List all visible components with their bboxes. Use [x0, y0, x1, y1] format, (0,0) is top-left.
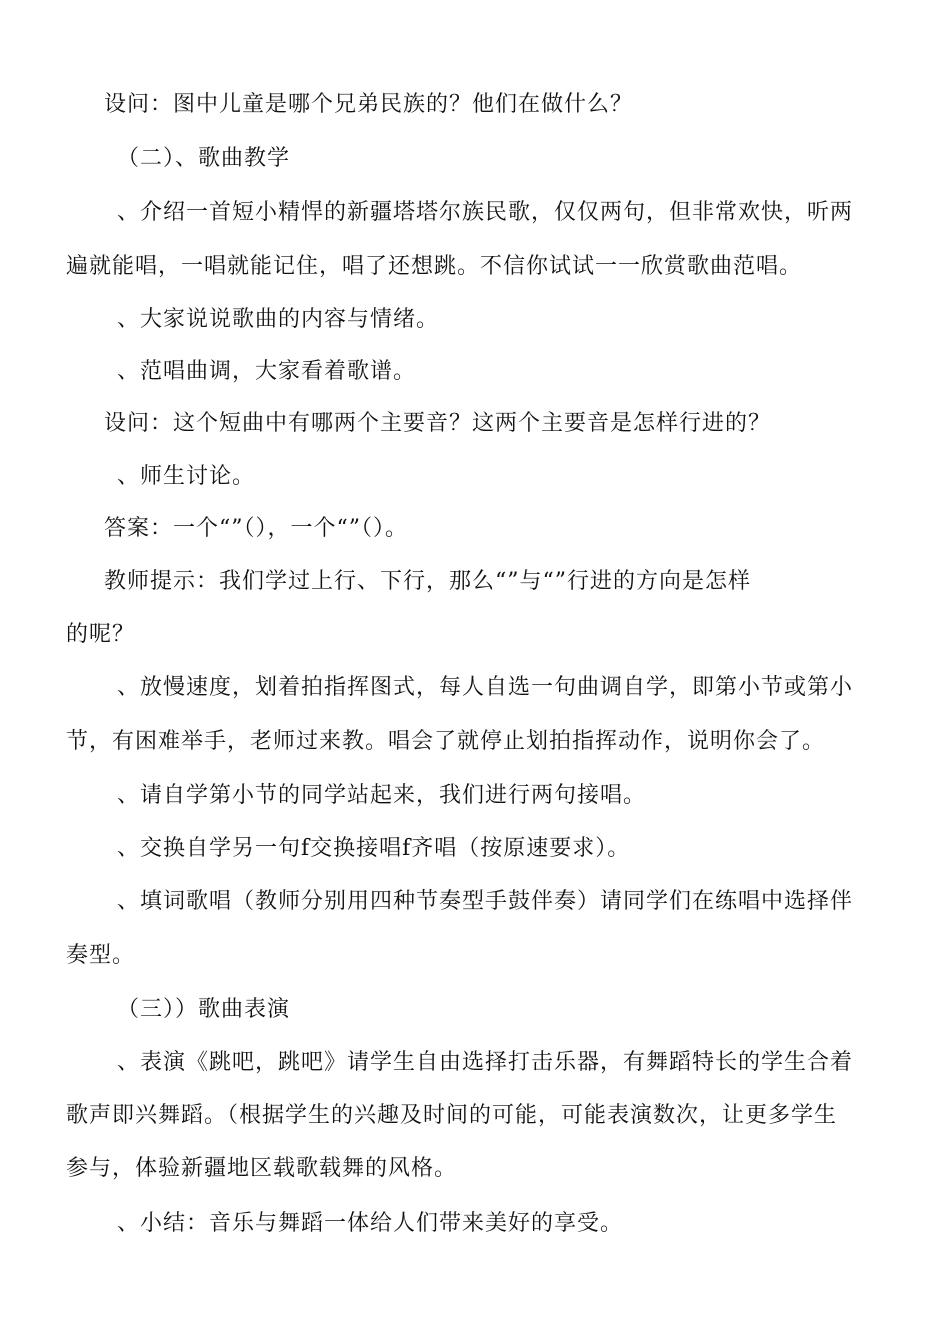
- paragraph-line: 、交换自学另一句f交换接唱f齐唱（按原速要求）。: [117, 836, 631, 861]
- summary-line: 、小结：音乐与舞蹈一体给人们带来美好的享受。: [117, 1211, 624, 1236]
- teacher-hint-line: 教师提示：我们学过上行、下行，那么“”与“”行进的方向是怎样: [104, 569, 751, 594]
- paragraph-line: 、大家说说歌曲的内容与情绪。: [117, 307, 440, 332]
- section-heading-3: （三））歌曲表演: [117, 997, 291, 1022]
- paragraph-line: 遍就能唱，一唱就能记住，唱了还想跳。不信你试试一一欣赏歌曲范唱。: [66, 254, 803, 279]
- question-line-2: 设问：这个短曲中有哪两个主要音？这两个主要音是怎样行进的？: [104, 411, 772, 436]
- paragraph-line: 、表演《跳吧，跳吧》请学生自由选择打击乐器，有舞蹈特长的学生合着: [117, 1050, 854, 1075]
- paragraph-line: 的呢？: [66, 622, 136, 647]
- paragraph-line: 、填词歌唱（教师分别用四种节奏型手鼓伴奏）请同学们在练唱中选择伴: [117, 889, 854, 914]
- section-heading-2: （二）、歌曲教学: [117, 146, 291, 171]
- paragraph-line: 、范唱曲调，大家看着歌谱。: [117, 359, 417, 384]
- paragraph-line: 、请自学第小节的同学站起来，我们进行两句接唱。: [117, 783, 647, 808]
- answer-line: 答案：一个“”（），一个“”（）。: [104, 516, 408, 541]
- paragraph-line: 、师生讨论。: [117, 464, 256, 489]
- paragraph-line: 、介绍一首短小精悍的新疆塔塔尔族民歌，仅仅两句，但非常欢快，听两: [117, 200, 854, 225]
- paragraph-line: 歌声即兴舞蹈。（根据学生的兴趣及时间的可能，可能表演数次，让更多学生: [66, 1103, 838, 1128]
- paragraph-line: 参与，体验新疆地区载歌载舞的风格。: [66, 1156, 458, 1181]
- paragraph-line: 节，有困难举手，老师过来教。唱会了就停止划拍指挥动作，说明你会了。: [66, 729, 826, 754]
- paragraph-line: 、放慢速度，划着拍指挥图式，每人自选一句曲调自学，即第小节或第小: [117, 675, 854, 700]
- paragraph-line: 奏型。: [66, 943, 136, 968]
- question-line-1: 设问：图中儿童是哪个兄弟民族的？他们在做什么？: [104, 92, 634, 117]
